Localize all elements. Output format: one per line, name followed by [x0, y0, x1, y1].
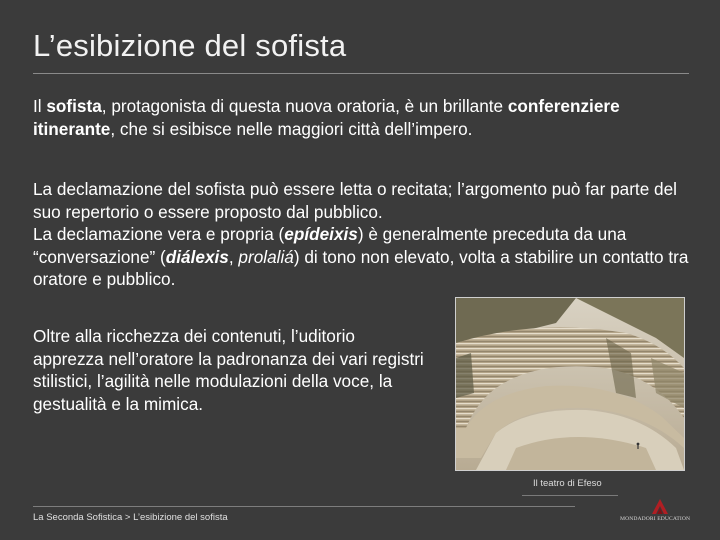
p1-bold-conferenziere: conferenziere itinerante: [33, 96, 620, 139]
p2-term-prolalia: prolaliá: [238, 246, 294, 267]
title-divider: [33, 73, 689, 74]
p2-text-a: La declamazione vera e propria (: [33, 224, 285, 244]
paragraph-uditorio: Oltre alla ricchezza dei contenuti, l’uditorio apprezza nell’oratore la padronanza dei vari registri stilistici, l’agilità nelle modulazioni della voce, la gestualità e la mimica.: [33, 326, 424, 414]
footer-breadcrumb: La Seconda Sofistica > L’esibizione del sofista: [33, 512, 228, 523]
logo-text: MONDADORI EDUCATION: [620, 516, 691, 522]
slide-title: L’esibizione del sofista: [33, 28, 347, 63]
p2-line1: La declamazione del sofista può essere letta o recitata; l’argomento può far parte del suo repertorio o essere proposto dal pubblico.: [33, 179, 677, 222]
p1-text-a: Il: [33, 96, 47, 116]
paragraph-declamazione: [33, 178, 693, 291]
p2-text-c: ) di tono non elevato, volta a stabilire un contatto tra oratore e pubblico.: [33, 246, 689, 289]
theatre-photo: [455, 297, 685, 471]
p2-text-b: ) è generalmente preceduta da una “conversazione” (: [33, 224, 627, 267]
p2-sep: ,: [228, 246, 239, 267]
p2-term-epideixis: epídeixis: [284, 224, 358, 244]
p2-term-dialexis: diálexis: [165, 246, 229, 267]
caption-divider: [522, 495, 618, 496]
p1-text-c: , protagonista di questa nuova oratoria, è un brillante: [101, 96, 508, 116]
paragraph-sofista: [33, 95, 693, 140]
p1-bold-sofista: sofista: [46, 96, 102, 116]
theatre-illustration: [456, 298, 684, 470]
p1-text-d: , che si esibisce nelle maggiori città dell’impero.: [110, 118, 473, 139]
photo-caption: Il teatro di Efeso: [533, 478, 602, 489]
p2-line2: [33, 223, 693, 291]
footer-divider: [33, 506, 575, 507]
